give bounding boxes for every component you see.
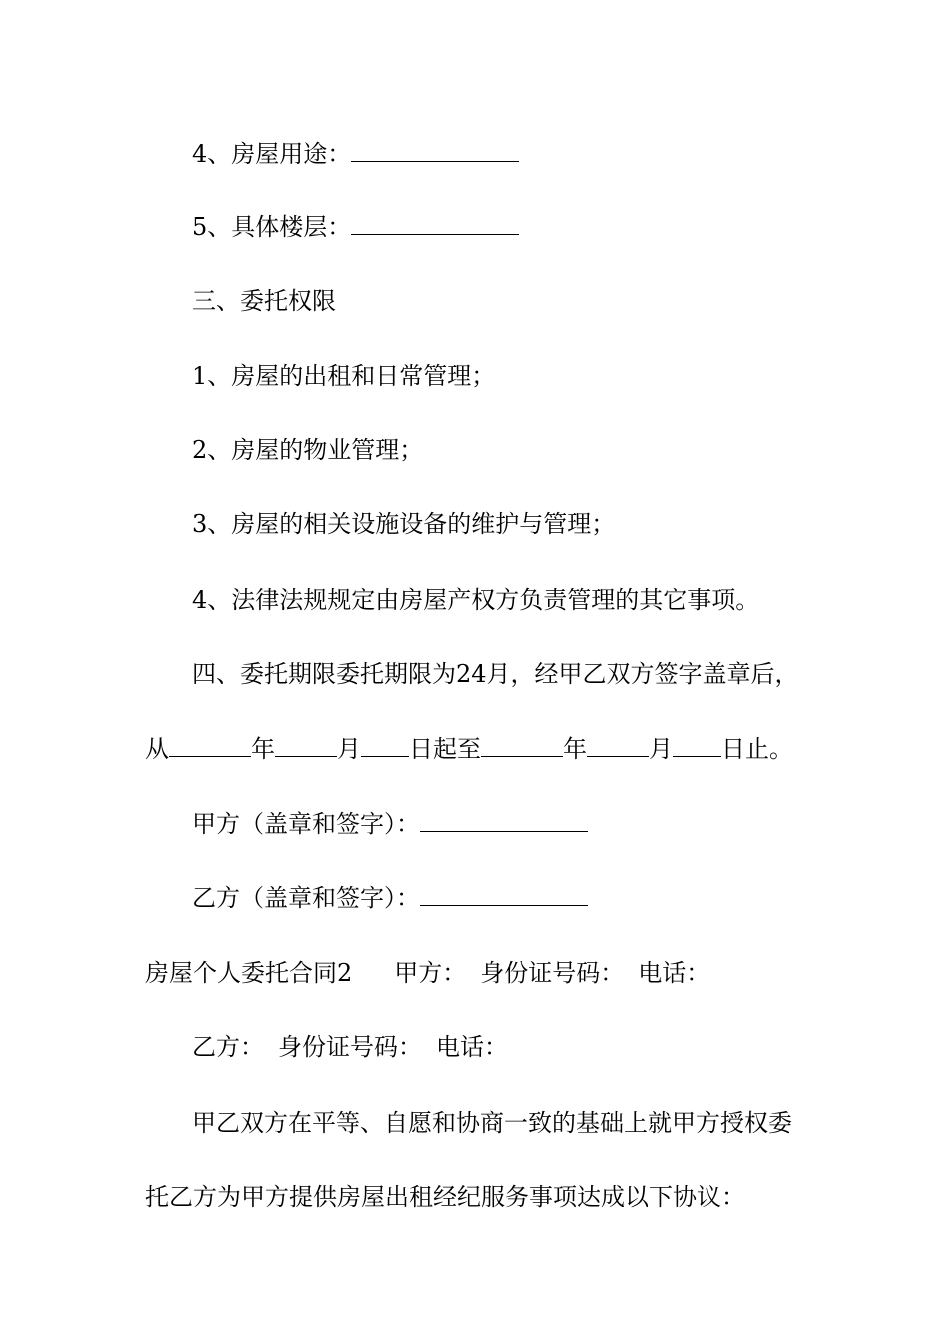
day-from-text: 日起至 xyxy=(409,735,481,763)
party-b-info-line xyxy=(192,1031,892,1063)
section-four-paragraph: 四、委托期限委托期限为24月，经甲乙双方签字盖章后， xyxy=(192,660,799,688)
month-text: 月 xyxy=(649,735,673,763)
contract-two-title: 房屋个人委托合同2 xyxy=(145,959,353,987)
authority-item-1: 1、房屋的出租和日常管理； xyxy=(192,362,496,390)
party-b-id-label: 身份证号码： xyxy=(278,1033,422,1061)
authority-item-3: 3、房屋的相关设施设备的维护与管理； xyxy=(192,510,616,538)
end-year-blank[interactable] xyxy=(481,734,563,757)
party-a-phone-label: 电话： xyxy=(638,959,711,987)
start-day-blank[interactable] xyxy=(361,734,409,757)
floor-line xyxy=(192,211,892,243)
party-b-signature-blank[interactable] xyxy=(420,883,588,906)
house-usage-blank[interactable] xyxy=(351,139,519,162)
start-year-blank[interactable] xyxy=(169,734,251,757)
year-text: 年 xyxy=(251,735,275,763)
party-a-signature-line xyxy=(192,808,892,840)
party-b-signature-line xyxy=(192,882,892,914)
party-b-label: 乙方： xyxy=(192,1033,264,1061)
year-text: 年 xyxy=(563,735,587,763)
agreement-paragraph-line-1: 甲乙双方在平等、自愿和协商一致的基础上就甲方授权委 xyxy=(192,1109,792,1137)
day-end-text: 日止。 xyxy=(721,735,793,763)
party-b-signature-label: 乙方（盖章和签字）： xyxy=(192,884,420,912)
end-month-blank[interactable] xyxy=(587,734,649,757)
month-text: 月 xyxy=(337,735,361,763)
floor-label: 5、具体楼层： xyxy=(192,213,352,241)
party-a-signature-blank[interactable] xyxy=(420,809,588,832)
from-text: 从 xyxy=(145,735,169,763)
agreement-paragraph-line-2: 托乙方为甲方提供房屋出租经纪服务事项达成以下协议： xyxy=(145,1183,745,1211)
authority-item-2: 2、房屋的物业管理； xyxy=(192,436,424,464)
contract-two-header-line xyxy=(145,957,845,989)
section-three-heading: 三、委托权限 xyxy=(192,287,336,315)
floor-blank[interactable] xyxy=(351,212,519,235)
party-b-phone-label: 电话： xyxy=(436,1033,508,1061)
party-a-label: 甲方： xyxy=(394,959,467,987)
house-usage-line xyxy=(192,138,892,170)
party-a-id-label: 身份证号码： xyxy=(480,959,625,987)
end-day-blank[interactable] xyxy=(673,734,721,757)
authority-item-4: 4、法律法规规定由房屋产权方负责管理的其它事项。 xyxy=(192,586,760,614)
term-dates-line xyxy=(145,733,845,765)
house-usage-label: 4、房屋用途： xyxy=(192,140,352,168)
start-month-blank[interactable] xyxy=(275,734,337,757)
party-a-signature-label: 甲方（盖章和签字）： xyxy=(192,810,420,838)
